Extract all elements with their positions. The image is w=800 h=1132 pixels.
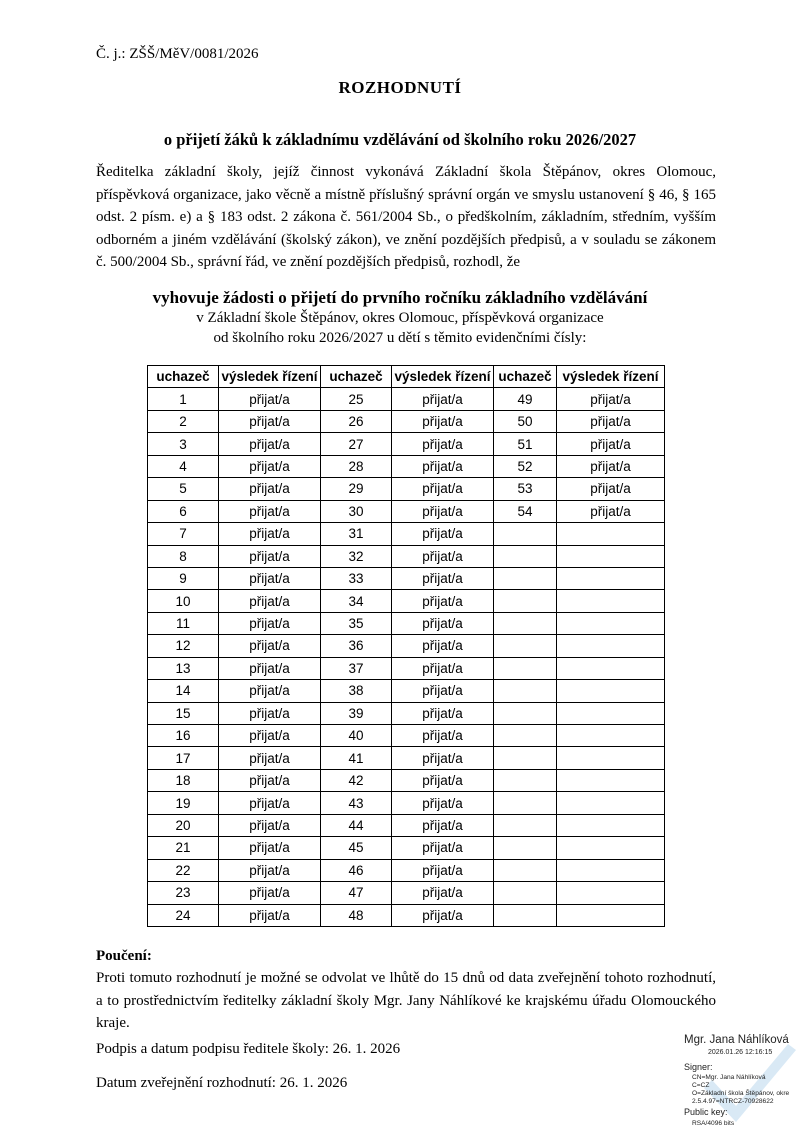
table-row: [148, 904, 665, 926]
applicant-number-cell: 4: [148, 455, 219, 477]
table-row: [148, 725, 665, 747]
applicant-number-cell: 47: [321, 882, 392, 904]
applicant-number-cell: [494, 612, 557, 634]
result-cell: přijat/a: [392, 635, 494, 657]
table-row: [148, 769, 665, 791]
result-cell: přijat/a: [392, 904, 494, 926]
result-cell: [557, 725, 665, 747]
table-row: [148, 702, 665, 724]
applicant-number-cell: 29: [321, 478, 392, 500]
applicant-number-cell: [494, 702, 557, 724]
table-row: [148, 590, 665, 612]
result-cell: přijat/a: [219, 792, 321, 814]
applicant-number-cell: 34: [321, 590, 392, 612]
result-cell: přijat/a: [392, 523, 494, 545]
result-cell: přijat/a: [219, 545, 321, 567]
decision-school-line: v Základní škole Štěpánov, okres Olomouc, příspěvková organizace: [196, 310, 604, 326]
result-cell: přijat/a: [219, 904, 321, 926]
applicant-number-cell: 38: [321, 680, 392, 702]
result-cell: [557, 635, 665, 657]
table-header-row: [148, 366, 665, 388]
applicant-number-cell: [494, 545, 557, 567]
result-cell: přijat/a: [219, 567, 321, 589]
result-cell: [557, 612, 665, 634]
decision-title: vyhovuje žádosti o přijetí do prvního ročníku základního vzdělávání: [152, 288, 648, 307]
signer-label: Signer:: [684, 1062, 713, 1072]
applicant-number-cell: 33: [321, 567, 392, 589]
result-cell: přijat/a: [392, 747, 494, 769]
document-subtitle: o přijetí žáků k základnímu vzdělávání od školního roku 2026/2027: [163, 130, 637, 149]
applicant-number-cell: 27: [321, 433, 392, 455]
applicant-number-cell: 35: [321, 612, 392, 634]
applicant-number-cell: 45: [321, 837, 392, 859]
decision-year-line: od školního roku 2026/2027 u dětí s těmito evidenčními čísly:: [213, 330, 587, 346]
applicant-number-cell: [494, 725, 557, 747]
applicant-number-cell: 42: [321, 769, 392, 791]
result-cell: [557, 567, 665, 589]
applicant-number-cell: [494, 680, 557, 702]
table-row: [148, 837, 665, 859]
applicant-number-cell: 30: [321, 500, 392, 522]
applicant-number-cell: [494, 814, 557, 836]
result-cell: přijat/a: [392, 725, 494, 747]
applicant-number-cell: [494, 904, 557, 926]
table-row: [148, 523, 665, 545]
result-cell: přijat/a: [392, 590, 494, 612]
applicant-number-cell: 28: [321, 455, 392, 477]
signature-line: Podpis a datum podpisu ředitele školy: 26. 1. 2026: [96, 1041, 401, 1057]
applicant-number-cell: [494, 590, 557, 612]
result-cell: přijat/a: [557, 478, 665, 500]
header-result-2: výsledek řízení: [392, 366, 494, 388]
applicant-number-cell: 18: [148, 769, 219, 791]
public-key-value: RSA/4096 bits: [692, 1120, 735, 1127]
applicant-number-cell: 36: [321, 635, 392, 657]
applicant-number-cell: 17: [148, 747, 219, 769]
applicant-number-cell: 9: [148, 567, 219, 589]
applicant-number-cell: [494, 635, 557, 657]
result-cell: přijat/a: [557, 433, 665, 455]
applicant-number-cell: 3: [148, 433, 219, 455]
result-cell: přijat/a: [219, 433, 321, 455]
applicant-number-cell: 48: [321, 904, 392, 926]
applicant-number-cell: 31: [321, 523, 392, 545]
table-row: [148, 567, 665, 589]
result-cell: [557, 882, 665, 904]
publication-date-line: Datum zveřejnění rozhodnutí: 26. 1. 2026: [96, 1075, 348, 1091]
result-cell: přijat/a: [392, 410, 494, 432]
applicant-number-cell: 25: [321, 388, 392, 410]
table-row: [148, 792, 665, 814]
applicant-number-cell: 49: [494, 388, 557, 410]
applicant-number-cell: 7: [148, 523, 219, 545]
applicant-number-cell: 37: [321, 657, 392, 679]
applicant-number-cell: 13: [148, 657, 219, 679]
table-row: [148, 410, 665, 432]
result-cell: přijat/a: [219, 814, 321, 836]
result-cell: přijat/a: [392, 769, 494, 791]
result-cell: přijat/a: [219, 410, 321, 432]
applicant-number-cell: 20: [148, 814, 219, 836]
result-cell: [557, 590, 665, 612]
result-cell: přijat/a: [392, 859, 494, 881]
result-cell: přijat/a: [557, 410, 665, 432]
applicant-number-cell: 32: [321, 545, 392, 567]
result-cell: přijat/a: [392, 567, 494, 589]
results-table-body: [148, 388, 665, 927]
applicant-number-cell: [494, 747, 557, 769]
result-cell: přijat/a: [392, 657, 494, 679]
table-row: [148, 433, 665, 455]
applicant-number-cell: 44: [321, 814, 392, 836]
result-cell: [557, 523, 665, 545]
header-applicant-2: uchazeč: [321, 366, 392, 388]
result-cell: [557, 859, 665, 881]
result-cell: přijat/a: [557, 455, 665, 477]
applicant-number-cell: [494, 882, 557, 904]
signature-date: 2026.01.26 12:16:15: [708, 1049, 773, 1056]
applicant-number-cell: 10: [148, 590, 219, 612]
applicant-number-cell: [494, 837, 557, 859]
result-cell: [557, 837, 665, 859]
applicant-number-cell: 22: [148, 859, 219, 881]
applicant-number-cell: 23: [148, 882, 219, 904]
applicant-number-cell: 43: [321, 792, 392, 814]
result-cell: [557, 814, 665, 836]
result-cell: přijat/a: [392, 433, 494, 455]
result-cell: přijat/a: [219, 478, 321, 500]
header-applicant-1: uchazeč: [148, 366, 219, 388]
signer-identifier: 2.5.4.97=NTRCZ-70928622: [692, 1098, 774, 1105]
result-cell: přijat/a: [392, 792, 494, 814]
result-cell: přijat/a: [219, 680, 321, 702]
applicant-number-cell: 12: [148, 635, 219, 657]
applicant-number-cell: 1: [148, 388, 219, 410]
table-row: [148, 657, 665, 679]
table-row: [148, 814, 665, 836]
applicant-number-cell: 5: [148, 478, 219, 500]
result-cell: přijat/a: [392, 545, 494, 567]
result-cell: přijat/a: [392, 500, 494, 522]
result-cell: [557, 904, 665, 926]
result-cell: [557, 545, 665, 567]
result-cell: přijat/a: [392, 388, 494, 410]
header-result-3: výsledek řízení: [557, 366, 665, 388]
applicant-number-cell: 21: [148, 837, 219, 859]
signer-country: C=CZ: [692, 1082, 710, 1089]
result-cell: přijat/a: [219, 657, 321, 679]
table-row: [148, 859, 665, 881]
applicant-number-cell: 2: [148, 410, 219, 432]
result-cell: přijat/a: [392, 702, 494, 724]
intro-paragraph: Ředitelka základní školy, jejíž činnost vykonává Základní škola Štěpánov, okres Olomouc, příspěvková organizace, jako věcně a místně příslušný správní orgán ve smyslu ustanovení § 46, § 165 odst. 2 písm. e) a § 183 odst. 2 zákona č. 561/2004 Sb., o předškolním, základním, středním, vyšším odborném a jiném vzdělávání (školský zákon), ve znění pozdějších předpisů, a v souladu se zákonem č. 500/2004 Sb., správní řád, ve znění pozdějších předpisů, rozhodl, že: [96, 164, 716, 270]
applicant-number-cell: 16: [148, 725, 219, 747]
applicant-number-cell: 41: [321, 747, 392, 769]
applicant-number-cell: 26: [321, 410, 392, 432]
result-cell: přijat/a: [219, 612, 321, 634]
result-cell: přijat/a: [219, 859, 321, 881]
result-cell: přijat/a: [392, 612, 494, 634]
reference-number: Č. j.: ZŠŠ/MěV/0081/2026: [96, 46, 259, 62]
result-cell: přijat/a: [219, 590, 321, 612]
table-row: [148, 680, 665, 702]
signer-organization: O=Základní škola Štěpánov, okre: [692, 1090, 790, 1097]
applicant-number-cell: 51: [494, 433, 557, 455]
result-cell: [557, 680, 665, 702]
applicant-number-cell: 6: [148, 500, 219, 522]
applicant-number-cell: [494, 657, 557, 679]
results-table: [147, 365, 665, 927]
applicant-number-cell: 40: [321, 725, 392, 747]
result-cell: přijat/a: [219, 523, 321, 545]
applicant-number-cell: [494, 792, 557, 814]
result-cell: přijat/a: [219, 635, 321, 657]
signer-name: Mgr. Jana Náhlíková: [684, 1034, 789, 1046]
result-cell: [557, 769, 665, 791]
result-cell: přijat/a: [219, 837, 321, 859]
result-cell: přijat/a: [392, 478, 494, 500]
electronic-signature: [676, 1034, 800, 1131]
result-cell: přijat/a: [557, 388, 665, 410]
applicant-number-cell: 53: [494, 478, 557, 500]
applicant-number-cell: [494, 567, 557, 589]
result-cell: přijat/a: [557, 500, 665, 522]
applicant-number-cell: [494, 769, 557, 791]
result-cell: přijat/a: [219, 769, 321, 791]
public-key-label: Public key:: [684, 1107, 728, 1117]
signer-cn: CN=Mgr. Jana Náhlíková: [692, 1074, 766, 1081]
header-applicant-3: uchazeč: [494, 366, 557, 388]
result-cell: [557, 657, 665, 679]
notice-heading: Poučení:: [96, 948, 152, 964]
applicant-number-cell: [494, 523, 557, 545]
table-row: [148, 612, 665, 634]
result-cell: [557, 702, 665, 724]
result-cell: přijat/a: [392, 882, 494, 904]
header-result-1: výsledek řízení: [219, 366, 321, 388]
applicant-number-cell: 24: [148, 904, 219, 926]
result-cell: přijat/a: [219, 388, 321, 410]
result-cell: přijat/a: [219, 882, 321, 904]
applicant-number-cell: 50: [494, 410, 557, 432]
table-row: [148, 545, 665, 567]
result-cell: přijat/a: [219, 455, 321, 477]
result-cell: přijat/a: [392, 837, 494, 859]
result-cell: přijat/a: [219, 500, 321, 522]
applicant-number-cell: 11: [148, 612, 219, 634]
result-cell: přijat/a: [219, 747, 321, 769]
document-title: ROZHODNUTÍ: [338, 78, 462, 97]
table-row: [148, 882, 665, 904]
applicant-number-cell: 39: [321, 702, 392, 724]
result-cell: přijat/a: [219, 725, 321, 747]
applicant-number-cell: [494, 859, 557, 881]
applicant-number-cell: 15: [148, 702, 219, 724]
table-row: [148, 388, 665, 410]
applicant-number-cell: 14: [148, 680, 219, 702]
result-cell: [557, 747, 665, 769]
applicant-number-cell: 8: [148, 545, 219, 567]
result-cell: [557, 792, 665, 814]
table-row: [148, 455, 665, 477]
applicant-number-cell: 54: [494, 500, 557, 522]
applicant-number-cell: 19: [148, 792, 219, 814]
table-row: [148, 635, 665, 657]
table-row: [148, 478, 665, 500]
result-cell: přijat/a: [392, 455, 494, 477]
table-row: [148, 747, 665, 769]
applicant-number-cell: 46: [321, 859, 392, 881]
result-cell: přijat/a: [392, 680, 494, 702]
applicant-number-cell: 52: [494, 455, 557, 477]
result-cell: přijat/a: [219, 702, 321, 724]
notice-text: Proti tomuto rozhodnutí je možné se odvolat ve lhůtě do 15 dnů od data zveřejnění tohoto rozhodnutí, a to prostřednictvím ředitelky základní školy Mgr. Jany Náhlíkové ke krajskému úřadu Olomouckého kraje.: [96, 970, 716, 1031]
result-cell: přijat/a: [392, 814, 494, 836]
table-row: [148, 500, 665, 522]
